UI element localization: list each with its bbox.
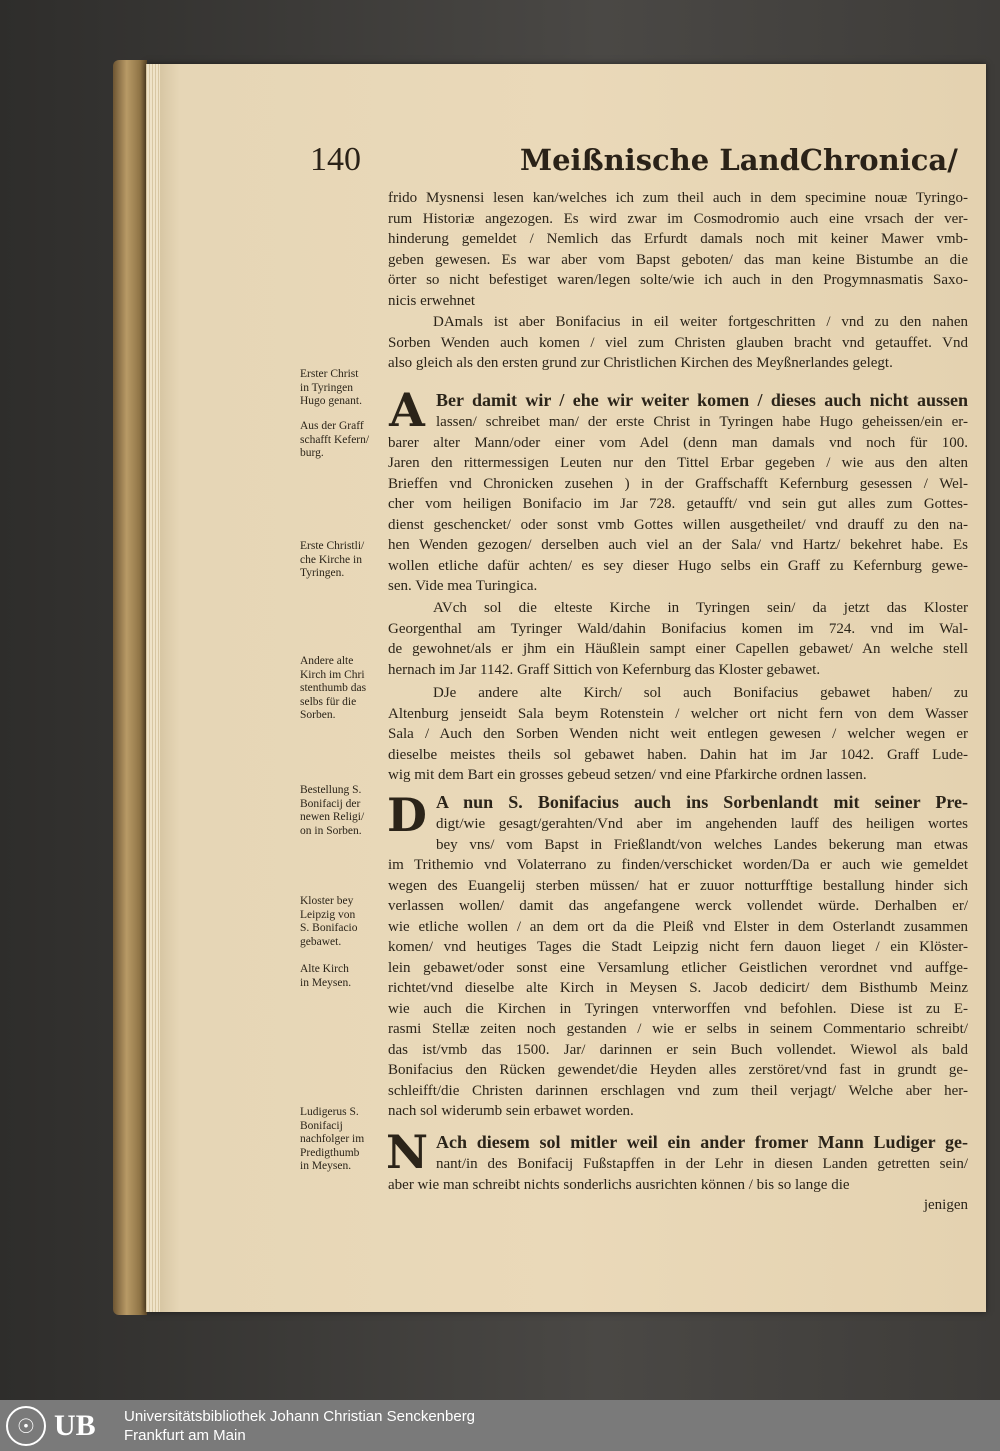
paragraph: [388, 790, 968, 1122]
text-line: nach sol widerumb sein erbawet worden.: [388, 1103, 634, 1119]
text-line: hinderung gemeldet / Nemlich das Erfurdt damals noch mit keiner Mawer vmb-: [388, 231, 968, 247]
library-city: Frankfurt am Main: [124, 1427, 246, 1444]
paragraph: [388, 383, 968, 597]
margin-note-line: selbs für die: [300, 695, 357, 708]
margin-note: [300, 784, 384, 838]
margin-note-line: burg.: [300, 447, 324, 459]
library-logo[interactable]: [6, 1406, 114, 1446]
margin-note-line: in Meysen.: [300, 1160, 352, 1172]
footer-bar: [0, 1400, 1000, 1451]
text-line: cher vom heiligen Bonifacio im Jar 728. getaufft/ vnd sein gut alles zum Gottes-: [388, 496, 968, 512]
paragraph: [388, 312, 968, 374]
drop-cap: D: [387, 788, 427, 842]
drop-cap: A: [389, 383, 425, 437]
margin-note: [300, 963, 384, 990]
margin-note-line: Alte Kirch: [300, 963, 349, 975]
margin-note-line: Bestellung S.: [300, 784, 362, 796]
text-line: aber wie man schreibt nichts sonderlichs ausrichten können / bis so lange die: [388, 1176, 850, 1193]
text-line: Ber damit wir / ehe wir weiter komen / dieses auch nicht aussen: [436, 390, 968, 410]
library-name: Universitätsbibliothek Johann Christian Senckenberg: [124, 1408, 476, 1425]
margin-note: [300, 1106, 384, 1174]
text-line: rum Historiæ angezogen. Es wird zwar im Cosmodromio auch eine vrsach der ver-: [388, 210, 968, 227]
margin-note: [300, 368, 384, 409]
margin-note-line: Ludigerus S.: [300, 1106, 359, 1118]
paragraph: [388, 188, 968, 311]
margin-note: [300, 655, 384, 723]
text-line: dienst geschencket/ oder sonst vmb Gottes willen ausgetheilet/ vnd drauff zu den na-: [388, 516, 968, 533]
text-line: wie etliche wollen / an dem ort da die Pleiß vnd Elster in dem Osterlandt zusammen: [388, 918, 968, 935]
margin-note-line: on in Sorben.: [300, 824, 362, 837]
text-line: lassen/ schreibet man/ der erste Christ in Tyringen habe Hugo geheissen/ein er-: [436, 414, 968, 430]
text-line: komen/ vnd heutiges Tages die Stadt Leipzig nicht fern dauon lieget / ein Klöster-: [388, 939, 968, 955]
margin-note-line: Andere alte: [300, 655, 354, 667]
margin-note-line: Predigthumb: [300, 1146, 360, 1159]
text-line: Georgenthal am Tyringer Wald/dahin Bonifacius komen im 724. vnd im Wal-: [388, 620, 968, 637]
text-line: Brieffen vnd Chronicken zusehen ) in der Graffschafft Kefernburg gesessen / Wel-: [388, 475, 968, 492]
drop-cap: N: [386, 1125, 429, 1179]
margin-note-line: Tyringen.: [300, 567, 345, 579]
text-line: hen Wenden gezogen/ derselben auch viel an der Sala/ vnd Hartz/ bekehret habe. Es: [388, 537, 968, 553]
text-line: rasmi Stellæ zeiten noch gestanden / wie er selbs in seinem Commentario schreibt/: [388, 1021, 968, 1037]
book-spine: [113, 60, 147, 1315]
text-line: lein gebawet/oder sonst eine Versamlung etlicher Geistlichen verordnet vnd auffge-: [388, 959, 968, 976]
margin-note-line: in Meysen.: [300, 976, 352, 989]
text-line: schleifft/die Christen darinnen erschlagen vnd zum theil verjagt/ Welche aber her-: [388, 1082, 968, 1099]
margin-note-line: Bonifacij der: [300, 797, 361, 810]
paragraph: [388, 598, 968, 680]
text-line: Bonifacius den Rücken gewendet/die Heyden alles zerstöret/vnd fast in grundt ge-: [388, 1062, 968, 1078]
logo-text: UB: [54, 1409, 96, 1442]
text-line: Sorben Wenden auch komen / viel zum Christen glauben bracht vnd getauffet. Vnd: [388, 334, 968, 351]
margin-note-line: Kloster bey: [300, 895, 354, 907]
text-line: digt/wie gesagt/gerahten/Vnd aber im angehenden lauff des heiligen wortes: [436, 816, 968, 832]
text-line: DAmals ist aber Bonifacius in eil weiter fortgeschritten / vnd zu den nahen: [433, 314, 968, 330]
text-line: wollen etliche dafür achten/ es sey dieser Hugo selbs ein Graff zu Kefernburg gewe-: [388, 557, 968, 574]
text-line: hernach im Jar 1142. Graff Sittich von Kefernburg das Kloster gebawet.: [388, 661, 821, 678]
margin-note: [300, 895, 384, 949]
text-line: sen. Vide mea Turingica.: [388, 578, 538, 594]
margin-note-line: Kirch im Chri: [300, 668, 365, 681]
margin-note: [300, 420, 384, 461]
library-emblem-icon: ☉: [6, 1406, 46, 1446]
text-line: DJe andere alte Kirch/ sol auch Bonifacius gebawet haben/ zu: [433, 685, 968, 701]
text-line: Jaren den rittermessigen Leuten nur den Tittel Erbar gegeben / wie aus den alten: [388, 455, 968, 471]
text-line: örter so nicht befestiget waren/legen solte/wie ich auch in den Progymnasmatis Saxo-: [388, 272, 968, 288]
margin-note-line: newen Religi/: [300, 811, 365, 823]
text-line: A nun S. Bonifacius auch ins Sorbenlandt mit seiner Pre-: [436, 792, 968, 812]
text-line: Altenburg jenseidt Sala beym Rotenstein / welcher ort nicht fern von dem Wasser: [388, 705, 968, 722]
text-line: nicis erwehnet: [388, 292, 476, 309]
margin-note-line: Aus der Graff: [300, 420, 364, 432]
running-title: Meißnische LandChronica/: [520, 143, 958, 177]
catchword: jenigen: [923, 1197, 968, 1213]
text-line: im Trithemio vnd Volaterrano zu finden/verschicket worden/Da er auch wie gemeldet: [388, 857, 968, 873]
text-line: AVch sol die elteste Kirche in Tyringen sein/ da jetzt das Kloster: [433, 600, 968, 616]
text-line: das ist/vmb das 1500. Jar/ darinnen er sein Buch vollendet. Wiewol als bald: [388, 1041, 968, 1058]
text-line: Ach diesem sol mitler weil ein ander fromer Mann Ludiger ge-: [436, 1132, 968, 1152]
text-line: wegen des Euangelij sterben müssen/ hat er zuuor notturfftige bestallung hinder sich: [388, 877, 968, 894]
margin-note-line: Leipzig von: [300, 908, 356, 921]
paragraph: [386, 1125, 968, 1216]
text-line: Sala / Auch den Sorben Wenden nicht weit entlegen gewesen / welcher wegen er: [388, 726, 968, 742]
page-number: 140: [310, 141, 361, 178]
text-line: frido Mysnensi lesen kan/welches ich zum theil auch in dem specimine nouæ Tyringo-: [388, 190, 968, 206]
margin-note-line: schafft Kefern/: [300, 433, 370, 446]
margin-note-line: gebawet.: [300, 935, 342, 948]
margin-note-line: nachfolger im: [300, 1133, 365, 1145]
text-line: de gewohnet/als er jhm ein Häußlein sampt einer Capellen gebawet/ An welche stell: [388, 641, 968, 657]
paragraph: [388, 683, 968, 786]
margin-note: [300, 540, 384, 581]
margin-note-line: in Tyringen: [300, 381, 353, 394]
text-line: dieselbe meistes theils sol gebawet haben. Dahin hat im Jar 1042. Graff Lude-: [388, 746, 968, 763]
text-line: barer alter Mann/oder einer vom Adel (denn man damals vnd noch für 100.: [388, 434, 968, 451]
text-line: wie auch die Kirchen in Tyringen vnterworffen vnd befohlen. Diese ist zu E-: [388, 1000, 968, 1017]
text-line: verlassen wollen/ damit das angefangene werck vollendet würde. Derhalben er/: [388, 898, 968, 914]
margin-note-line: Bonifacij: [300, 1119, 343, 1132]
text-line: richtet/vnd dieselbe alte Kirch in Meysen S. Jacob dedicirt/ dem Bisthumb Meinz: [388, 980, 968, 996]
margin-note-line: S. Bonifacio: [300, 922, 358, 934]
text-line: also gleich als den ersten grund zur Christlichen Kirchen des Meyßnerlandes gelegt.: [388, 355, 893, 371]
margin-note-line: Sorben.: [300, 709, 336, 721]
text-line: wig mit dem Bart ein grosses gebeud setzen/ vnd eine Pfarkirche ordnen lassen.: [388, 767, 867, 783]
margin-note-line: stenthumb das: [300, 682, 367, 694]
margin-note-line: Erster Christ: [300, 368, 359, 380]
margin-note-line: Erste Christli/: [300, 540, 365, 552]
text-line: geben gewesen. Es war aber vom Bapst geboten/ das man keine Bistumbe an die: [388, 251, 968, 268]
margin-note-line: Hugo genant.: [300, 395, 362, 407]
text-line: bey vns/ vom Bapst in Frießlandt/von welches Landes bekerung man etwas: [436, 836, 968, 853]
margin-note-line: che Kirche in: [300, 553, 362, 566]
page-edges: [146, 64, 160, 1312]
text-line: nant/in des Bonifacij Fußstapffen in der Lehr in diesen Landen getretten sein/: [436, 1156, 968, 1172]
